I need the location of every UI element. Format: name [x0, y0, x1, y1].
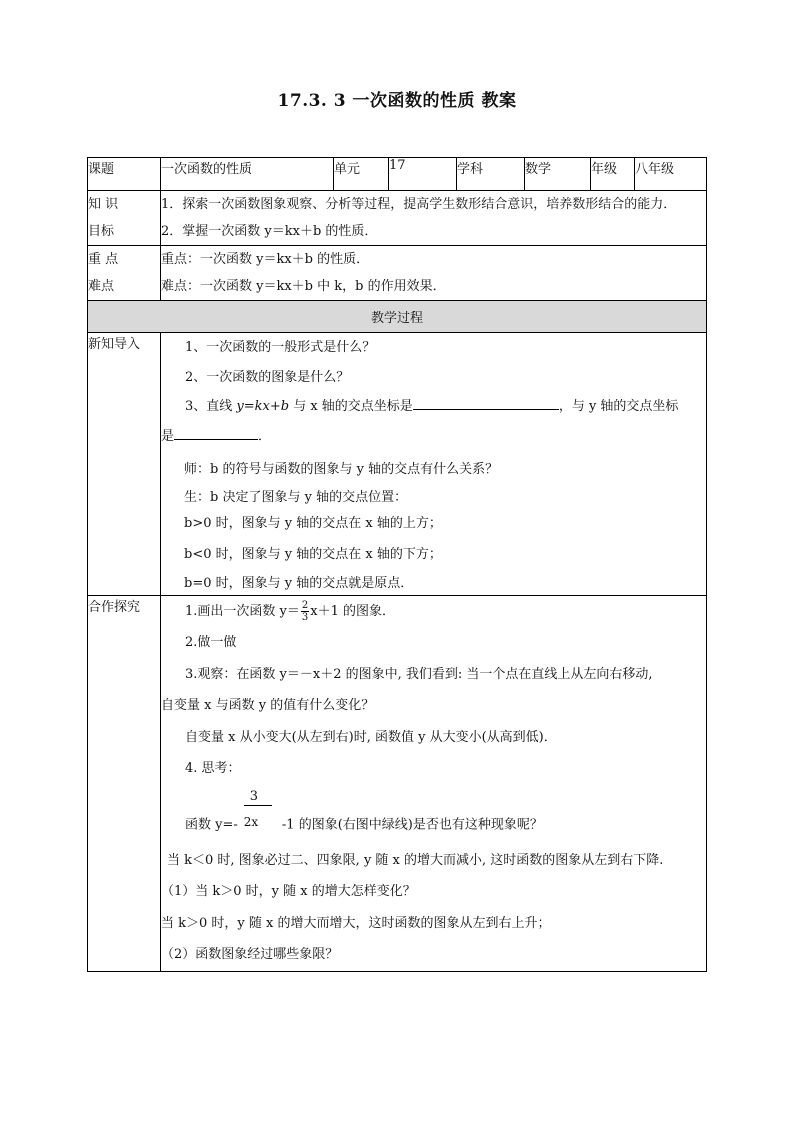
intro-student: 生：b 决定了图象与 y 轴的交点位置：: [184, 489, 408, 505]
subject-value: 数学: [525, 158, 591, 191]
knowledge-item: 2．掌握一次函数 y＝kx＋b 的性质．: [161, 224, 378, 239]
explore-s2: 2.做一做: [185, 635, 237, 651]
subject-label: 学科: [457, 158, 525, 191]
process-header-row: [88, 301, 707, 333]
intro-q1: 1、一次函数的一般形式是什么？: [185, 340, 376, 355]
knowledge-content: [161, 191, 707, 246]
intro-teacher: 师：b 的符号与函数的图象与 y 轴的交点有什么关系？: [184, 462, 499, 478]
fraction-three-over-2x: $\frac{3}{2x}$: [238, 785, 278, 841]
intro-q3: 3、直线 y=kx+b 与 x 轴的交点坐标是 ，与 y 轴的交点坐标: [161, 392, 706, 422]
explore-s6: （1）当 k＞0 时，y 随 x 的增大怎样变化？: [161, 884, 416, 900]
explore-s3a: 3.观察：在函数 y＝－x＋2 的图象中, 我们看到: 当一个点在直线上从左向右移动,: [185, 666, 653, 682]
keypoints-row: [88, 246, 707, 301]
topic-label: 课题: [88, 158, 161, 191]
topic-value: 一次函数的性质: [161, 158, 334, 191]
knowledge-label: 知 识 目标: [88, 191, 161, 246]
explore-s1: 1.画出一次函数 y＝ $\frac{2}{3}$ x＋1 的图象．: [185, 599, 396, 623]
intro-q3-cont: 是 ．: [161, 422, 706, 452]
lesson-plan-table: [87, 157, 707, 972]
page-title: 17.3. 3 一次函数的性质 教案: [277, 91, 517, 111]
explore-s3b: 自变量 x 与函数 y 的值有什么变化？: [161, 698, 375, 714]
intro-case3: b=0 时，图象与 y 轴的交点就是原点．: [184, 575, 414, 591]
answer-blank-x[interactable]: [413, 395, 559, 410]
keypoint-item: 难点：一次函数 y＝kx＋b 中 k，b 的作用效果．: [161, 279, 446, 294]
explore-s7: 当 k＞0 时，y 随 x 的增大而增大，这时函数的图象从左到右上升；: [161, 915, 551, 931]
explore-s3c: 自变量 x 从小变大(从左到右)时, 函数值 y 从大变小(从高到低)．: [185, 729, 557, 745]
intro-row: [88, 333, 707, 596]
intro-case2: b<0 时，图象与 y 轴的交点在 x 轴的下方；: [184, 546, 442, 562]
grade-label: 年级: [591, 158, 635, 191]
knowledge-item: 1．探索一次函数图象观察、分析等过程，提高学生数形结合意识，培养数形结合的能力．: [161, 197, 677, 212]
header-row: [88, 158, 707, 191]
explore-content: [161, 595, 707, 971]
explore-s4-func: 函数 y=- $\frac{3}{2x}$ -1 的图象(右图中绿线)是否也有这种现象呢？: [161, 785, 706, 845]
intro-q2: 2、一次函数的图象是什么？: [185, 369, 350, 385]
explore-label: 合作探究: [88, 595, 161, 971]
keypoint-item: 重点：一次函数 y＝kx＋b 的性质．: [161, 252, 370, 267]
keypoints-content: [161, 246, 707, 301]
unit-value: 17: [389, 158, 457, 191]
intro-case1: b>0 时，图象与 y 轴的交点在 x 轴的上方；: [184, 515, 442, 531]
explore-row: [88, 595, 707, 971]
grade-value: 八年级: [635, 158, 707, 191]
explore-s5: 当 k＜0 时, 图象必过二、四象限, y 随 x 的增大而减小, 这时函数的图象从左到右下降.: [167, 852, 664, 868]
explore-s8: （2）函数图象经过哪些象限？: [161, 947, 339, 963]
process-label: 教学过程: [88, 301, 707, 333]
intro-content: [161, 333, 707, 596]
unit-label: 单元: [334, 158, 389, 191]
explore-s4: 4. 思考：: [185, 761, 241, 777]
knowledge-row: [88, 191, 707, 246]
answer-blank-y[interactable]: [174, 425, 258, 440]
keypoints-label: 重 点 难点: [88, 246, 161, 301]
intro-label: 新知导入: [88, 333, 161, 596]
fraction-two-thirds: $\frac{2}{3}$: [301, 599, 309, 623]
